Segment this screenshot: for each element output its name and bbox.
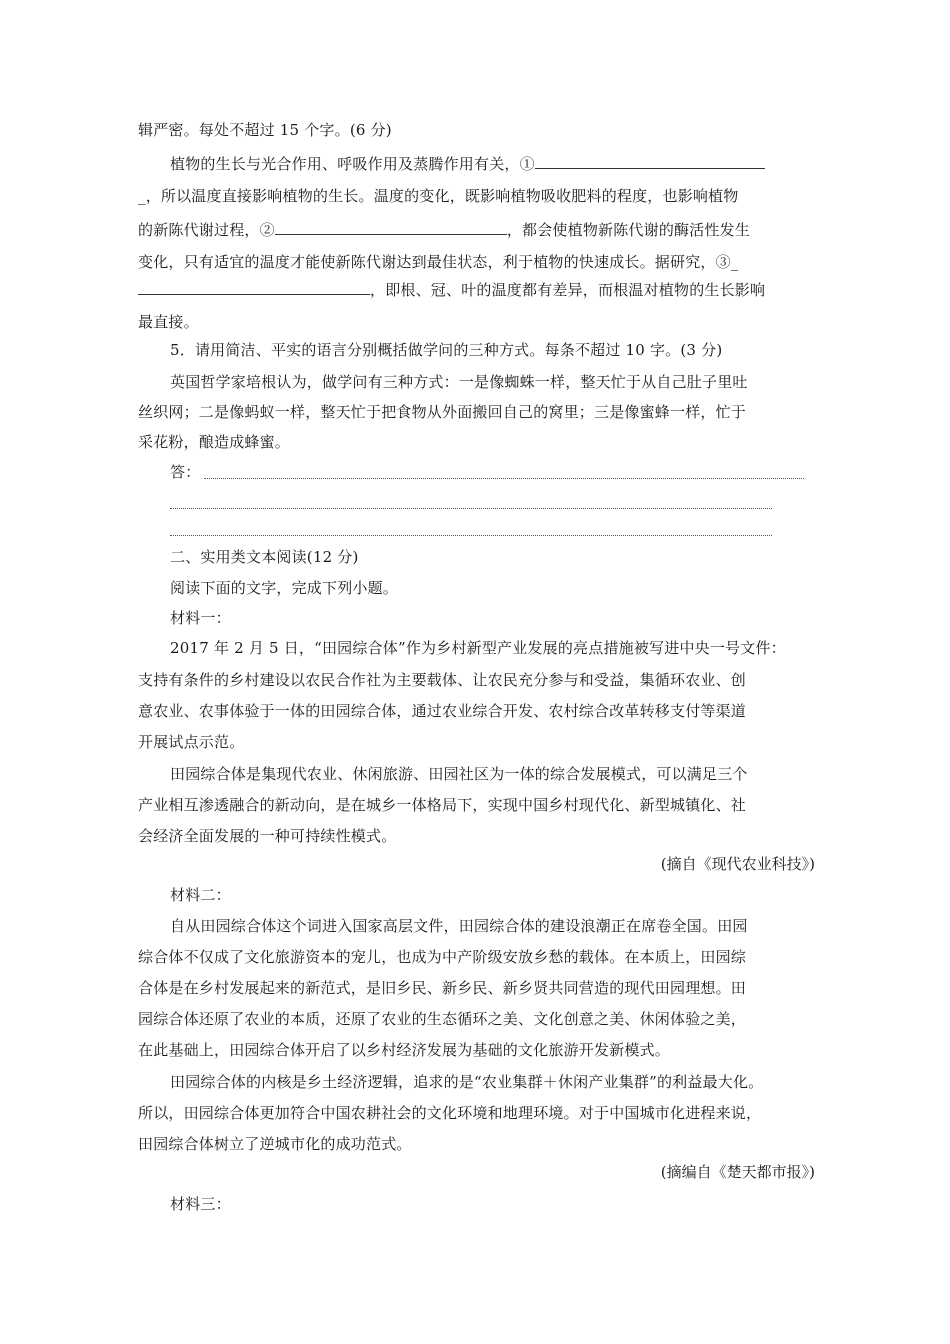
q4-passage-text: ，即根、冠、叶的温度都有差异，而根温对植物的生长影响	[370, 281, 766, 299]
answer-blank-2[interactable]	[275, 219, 507, 235]
answer-label: 答：	[170, 463, 201, 481]
answer-line-3[interactable]	[170, 535, 772, 536]
material-1-line-4: 开展试点示范。	[138, 733, 245, 751]
q4-passage-text: 植物的生长与光合作用、呼吸作用及蒸腾作用有关，①	[170, 155, 535, 173]
q5-passage-line-2: 丝织网；二是像蚂蚁一样，整天忙于把食物从外面搬回自己的窝里；三是像蜜蜂一样，忙于	[138, 403, 747, 421]
material-2-line-3: 合体是在乡村发展起来的新范式，是旧乡民、新乡民、新乡贤共同营造的现代田园理想。田	[138, 979, 747, 997]
q4-passage-line-3	[138, 219, 818, 240]
material-1-source: (摘自《现代农业科技》)	[660, 855, 815, 873]
q4-instruction-tail: 辑严密。每处不超过 15 个字。(6 分)	[138, 121, 392, 139]
material-1-label: 材料一：	[170, 609, 231, 627]
material-2-line-7: 所以，田园综合体更加符合中国农耕社会的文化环境和地理环境。对于中国城市化进程来说，	[138, 1104, 762, 1122]
section-instruction: 阅读下面的文字，完成下列小题。	[170, 579, 399, 597]
q5-passage-line-3: 采花粉，酿造成蜂蜜。	[138, 433, 291, 451]
material-1-line-7: 会经济全面发展的一种可持续性模式。	[138, 827, 397, 845]
material-1-line-6: 产业相互渗透融合的新动向，是在城乡一体格局下，实现中国乡村现代化、新型城镇化、社	[138, 796, 747, 814]
material-2-line-1: 自从田园综合体这个词进入国家高层文件，田园综合体的建设浪潮正在席卷全国。田园	[170, 917, 748, 935]
q4-passage-line-1	[170, 153, 818, 174]
answer-blank-3[interactable]	[138, 279, 370, 295]
material-1-line-5: 田园综合体是集现代农业、休闲旅游、田园社区为一体的综合发展模式，可以满足三个	[170, 765, 748, 783]
q5-passage-line-1: 英国哲学家培根认为，做学问有三种方式：一是像蜘蛛一样，整天忙于从自己肚子里吐	[170, 373, 748, 391]
q4-passage-text: 的新陈代谢过程，②	[138, 221, 275, 239]
q5-prompt: 5．请用简洁、平实的语言分别概括做学问的三种方式。每条不超过 10 字。(3 分)	[170, 341, 723, 359]
material-2-label: 材料二：	[170, 886, 231, 904]
answer-blank-1[interactable]	[535, 153, 765, 169]
material-1-line-1: 2017 年 2 月 5 日，“田园综合体”作为乡村新型产业发展的亮点措施被写进中央一号文件：	[170, 639, 786, 657]
answer-line-2[interactable]	[170, 508, 772, 509]
material-2-line-5: 在此基础上，田园综合体开启了以乡村经济发展为基础的文化旅游开发新模式。	[138, 1041, 671, 1059]
material-2-line-8: 田园综合体树立了逆城市化的成功范式。	[138, 1135, 412, 1153]
material-2-line-4: 园综合体还原了农业的本质，还原了农业的生态循环之美、文化创意之美、休闲体验之美，	[138, 1010, 747, 1028]
answer-line-1[interactable]	[204, 478, 804, 479]
material-1-line-2: 支持有条件的乡村建设以农民合作社为主要载体、让农民充分参与和受益，集循环农业、创	[138, 671, 747, 689]
q4-passage-text: ，都会使植物新陈代谢的酶活性发生	[506, 221, 751, 239]
q4-passage-line-2: _，所以温度直接影响植物的生长。温度的变化，既影响植物吸收肥料的程度，也影响植物	[138, 187, 739, 205]
material-2-line-6: 田园综合体的内核是乡土经济逻辑，追求的是“农业集群＋休闲产业集群”的利益最大化。	[170, 1073, 764, 1091]
q4-passage-line-6: 最直接。	[138, 313, 199, 331]
q4-passage-line-5	[138, 279, 818, 300]
material-1-line-3: 意农业、农事体验于一体的田园综合体，通过农业综合开发、农村综合改革转移支付等渠道	[138, 702, 747, 720]
q4-passage-line-4: 变化，只有适宜的温度才能使新陈代谢达到最佳状态，利于植物的快速成长。据研究，③_	[138, 253, 739, 271]
material-2-line-2: 综合体不仅成了文化旅游资本的宠儿，也成为中产阶级安放乡愁的载体。在本质上，田园综	[138, 948, 747, 966]
material-2-source: (摘编自《楚天都市报》)	[660, 1163, 815, 1181]
section-heading: 二、实用类文本阅读(12 分)	[170, 548, 359, 566]
material-3-label: 材料三：	[170, 1195, 231, 1213]
